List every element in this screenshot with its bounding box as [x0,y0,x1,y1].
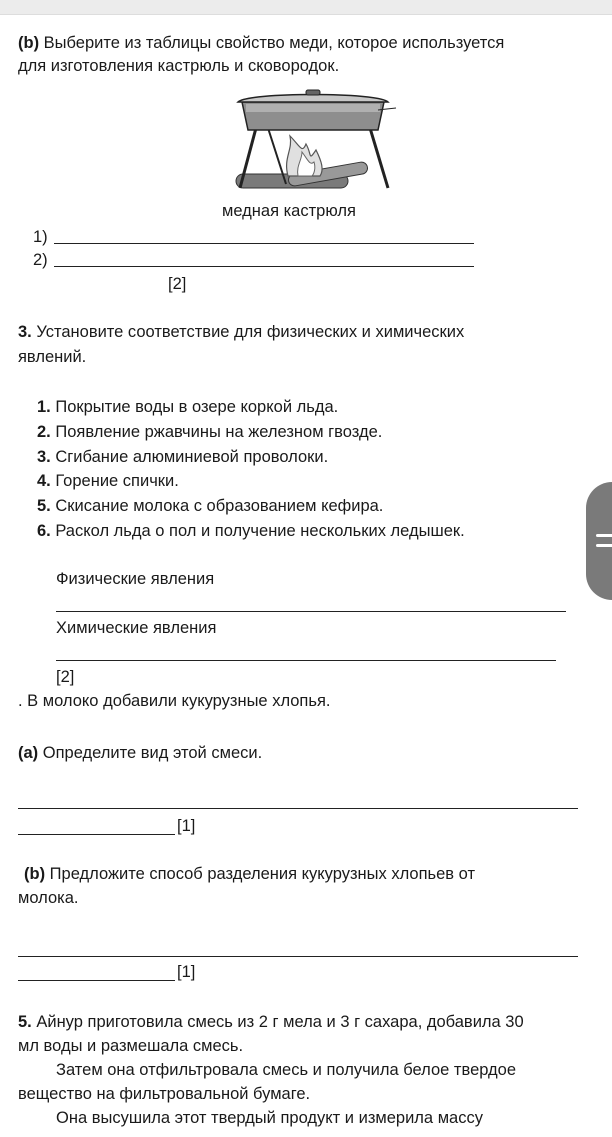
item-text: Раскол льда о пол и получение нескольких ледышек. [50,522,465,540]
q2b-line1 [18,32,504,54]
top-bar [0,0,612,15]
q2b-marks: [2] [168,275,187,293]
q4-intro: . В молоко добавили кукурузные хлопья. [18,692,331,710]
list-item [37,470,179,492]
q5-line5: Она высушила этот твердый продукт и измерила массу [56,1109,483,1127]
q4a-answer-line-2 [18,834,175,835]
side-menu-handle[interactable] [586,482,612,600]
q4b-answer-line-1 [18,956,578,957]
chemical-answer-line [56,660,556,661]
q4a-answer-line-1 [18,808,578,809]
answer-1-line [54,243,474,244]
list-item [37,495,383,517]
item-number: 2. [37,423,51,441]
q2b-line2: для изготовления кастрюль и сковородок. [18,57,340,75]
list-item [37,396,338,418]
item-text: Появление ржавчины на железном гвозде. [50,423,383,441]
q2b-text: Выберите из таблицы свойство меди, которое используется [39,34,505,52]
item-number: 4. [37,472,51,490]
q4b-line2: молока. [18,889,79,907]
q4a-label: (a) [18,744,39,762]
pot-caption: медная кастрюля [222,202,356,220]
q3-number: 3. [18,323,32,341]
q4b-text: Предложите способ разделения кукурузных хлопьев от [45,865,476,883]
item-number: 3. [37,448,51,466]
q4a-line [18,742,262,764]
q4b-label: (b) [24,865,46,883]
q5-text: Айнур приготовила смесь из 2 г мела и 3 г сахара, добавила 30 [31,1013,524,1031]
q3-line1 [18,321,464,343]
item-text: Скисание молока с образованием кефира. [50,497,384,515]
item-text: Покрытие воды в озере коркой льда. [50,398,339,416]
item-number: 1. [37,398,51,416]
q2b-label: (b) [18,34,40,52]
q4a-text: Определите вид этой смеси. [38,744,263,762]
item-number: 5. [37,497,51,515]
handle-bar-icon [596,534,612,537]
answer-2-label: 2) [33,251,48,269]
answer-2-line [54,266,474,267]
list-item [37,520,465,542]
q3-text: Установите соответствие для физических и химических [31,323,465,341]
copper-pot-illustration [228,88,398,198]
item-number: 6. [37,522,51,540]
q5-line4: вещество на фильтровальной бумаге. [18,1085,311,1103]
item-text: Горение спички. [50,472,179,490]
q4b-marks: [1] [177,963,196,981]
physical-answer-line [56,611,566,612]
q4b-answer-line-2 [18,980,175,981]
item-text: Сгибание алюминиевой проволоки. [50,448,329,466]
list-item [37,446,328,468]
q3-marks: [2] [56,668,75,686]
handle-bar-icon [596,544,612,547]
q4b-line1 [24,863,475,885]
answer-1-label: 1) [33,228,48,246]
q4a-marks: [1] [177,817,196,835]
q5-line2: мл воды и размешала смесь. [18,1037,244,1055]
q5-line3: Затем она отфильтровала смесь и получила белое твердое [56,1061,517,1079]
q3-line2: явлений. [18,348,87,366]
q5-number: 5. [18,1013,32,1031]
list-item [37,421,382,443]
physical-label: Физические явления [56,570,215,588]
q5-line1 [18,1011,524,1033]
chemical-label: Химические явления [56,619,217,637]
